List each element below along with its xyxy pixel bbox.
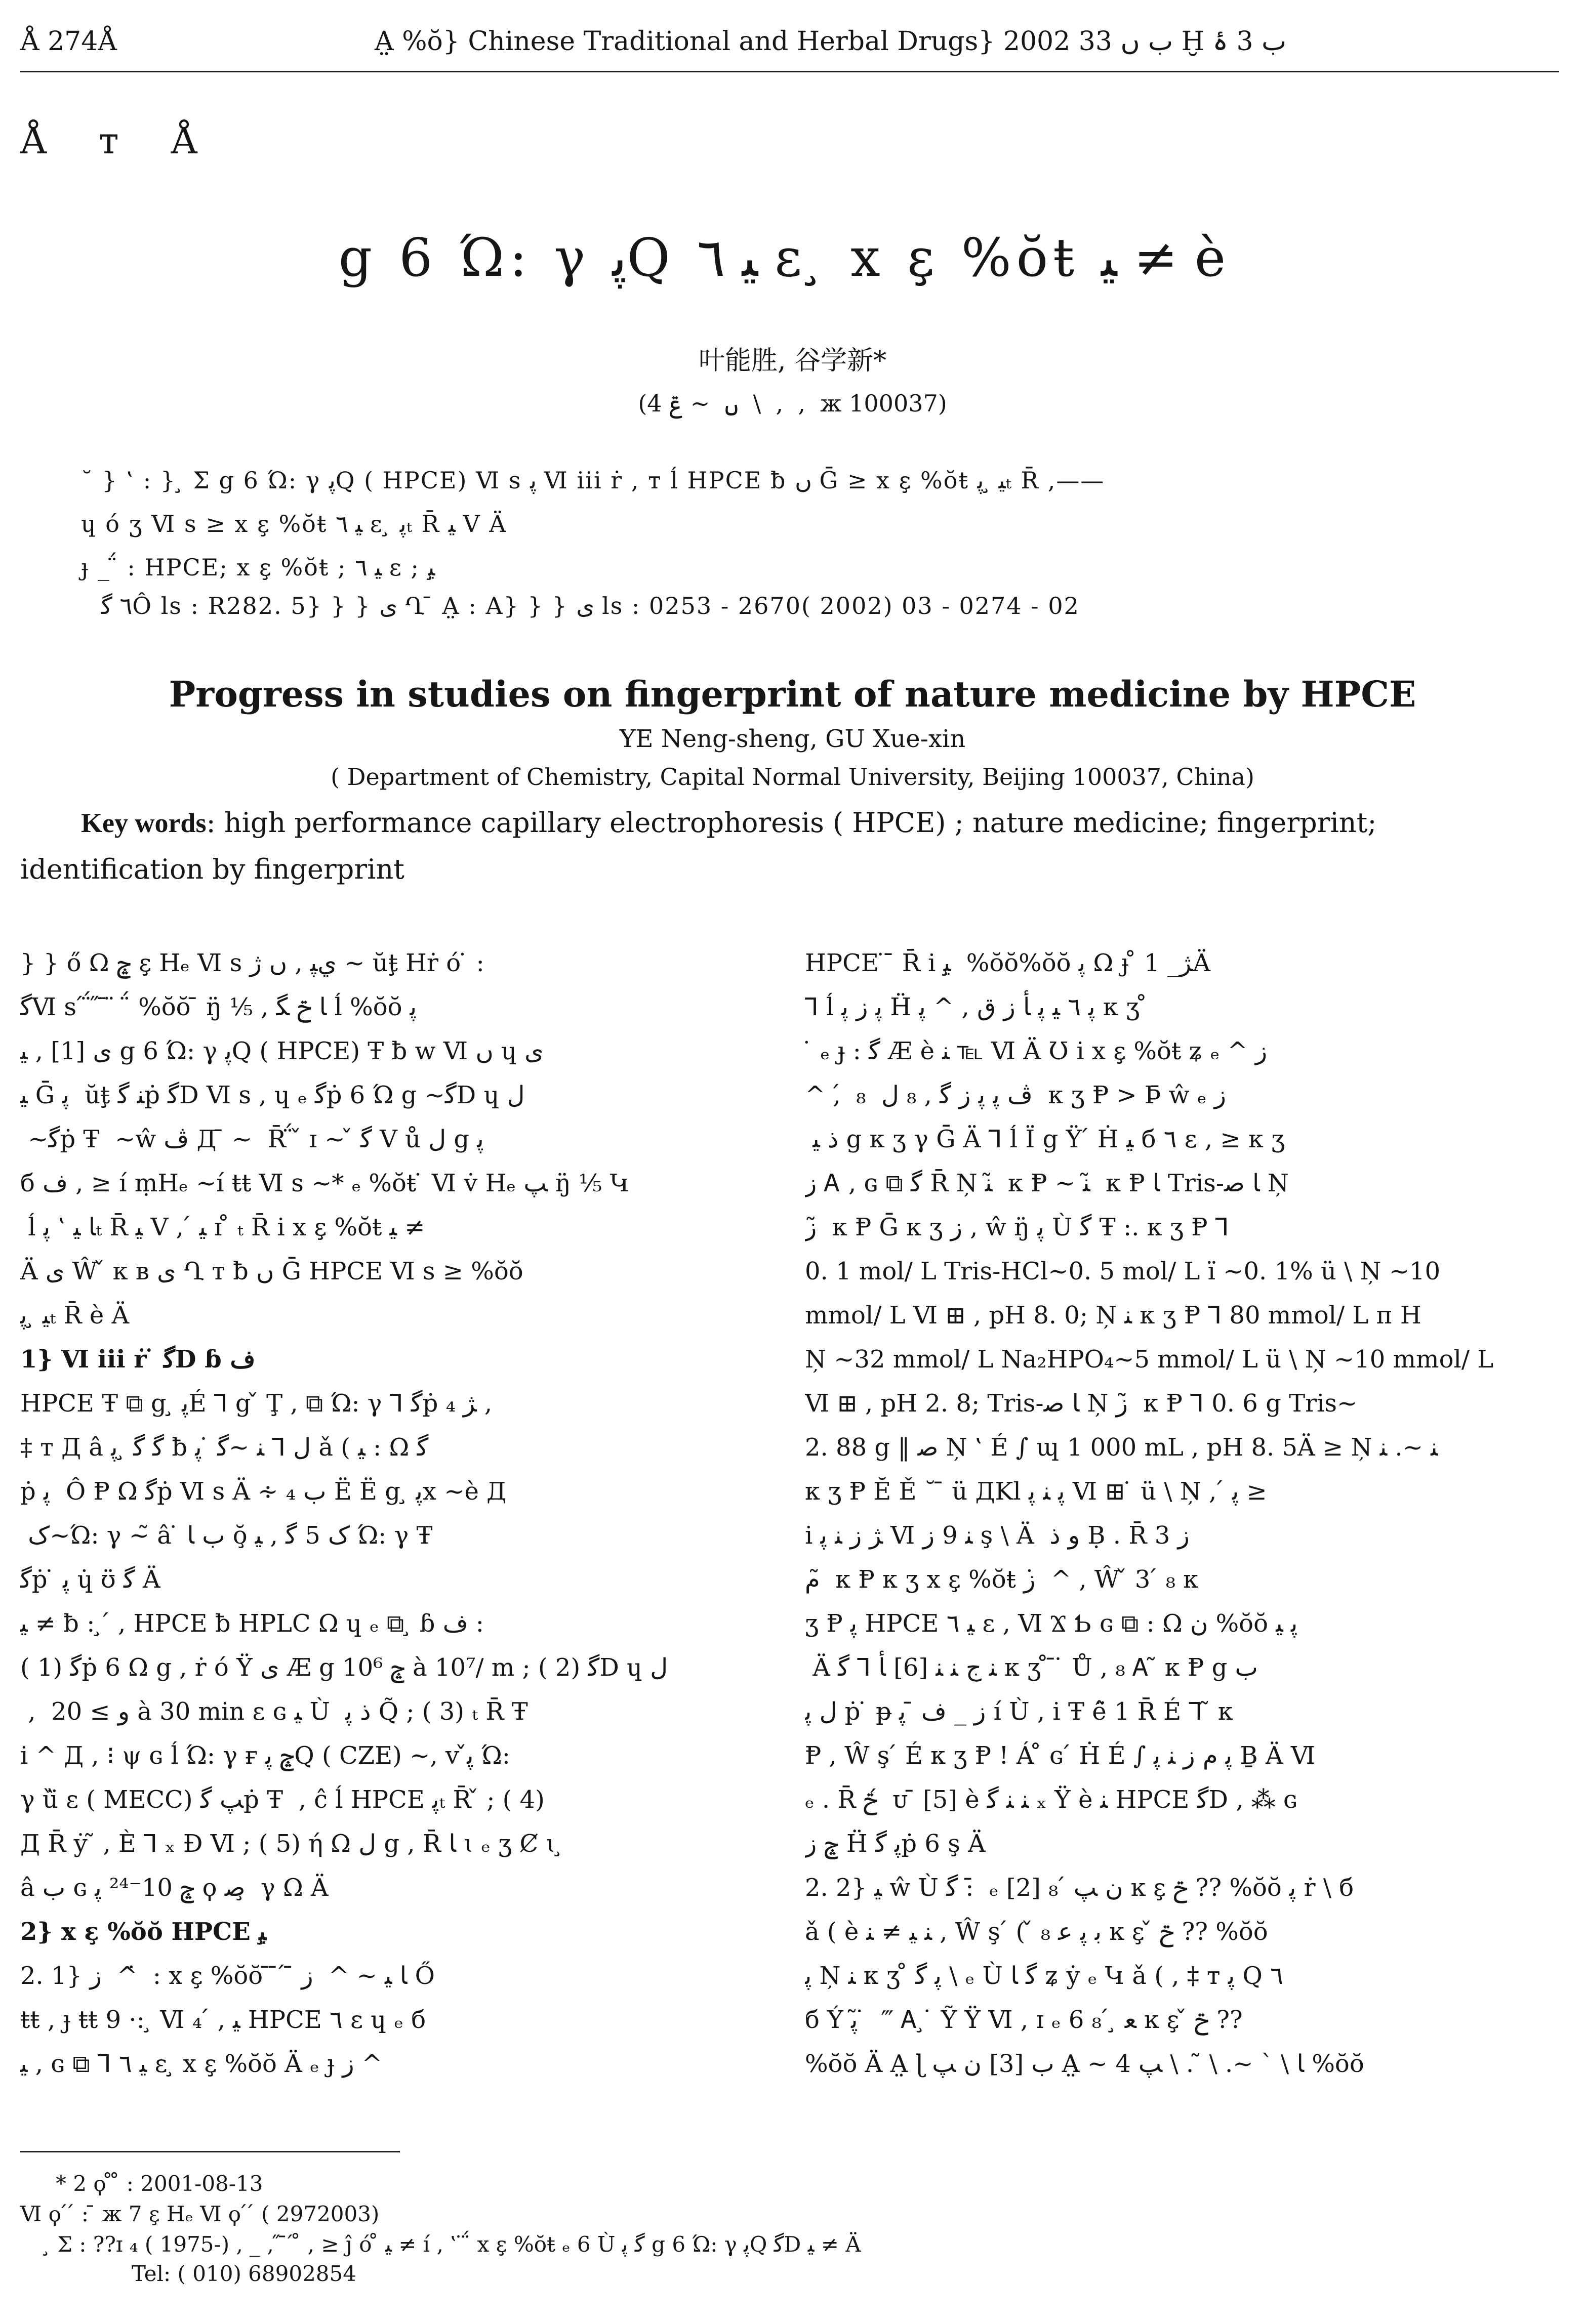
body-line: ﯿ ≠ ƀ : ̧ ́ , HPCE ƀ HPLC Ω ɥ ₑ ⧉ ̧ ɓ ﻑ : (20, 1609, 484, 1638)
footnote-author: ̧ Ʃ : ??ɪ ₄ ( 1975-) , _ , ̋ ̄ ́ ̊ , ≥ ĵ ó ̊ ﯿ ≠ í , ‛ ̇ ̈́ x ɛ̧ %ŏŧ ₑ 6 Ù ﮔ ﭘ g 6 Ώ: γ ﭘQ ﮔD ﯿ ≠ Ä (51, 2232, 861, 2257)
footnote-tel: Tel: ( 010) 68902854 (132, 2261, 356, 2286)
body-line: к ʒ Ᵽ Ĕ Ě ˘ ̄ ü ДKl ﭘ ﻨ ﭘ Ⅵ ⊞ ̇ ü \ Ņ , ́ ﭘ ≥ (805, 1477, 1267, 1506)
classification-line: ٦ ﮔÔ ls : R282. 5} } } ی Ղ ̄ A̤ : A} } } ی ls : 0253 - 2670( 2002) 03 - 0274 - 02 (101, 592, 1080, 619)
page-number: Å 274Å (20, 26, 117, 57)
body-line: ز ̃ к Ᵽ Ḡ к ʒ ز , ŵ ŋ̈ ﭘ Ù ﮔ Ŧ :. к ʒ Ᵽ ⅂ (805, 1213, 1229, 1241)
body-line: â ب ɢ ݘ 10⁻²⁴ ﭘ ϙ ﺻ ̧ γ Ω Ä (20, 1874, 329, 1902)
body-line: ﯿ , ɢ ⧉ ⅂ ﯿ ٦ ɛ ̧ x ɛ̧ %ŏŏ Ä ₑ ɟ ز ^ (20, 2050, 382, 2078)
footnote-rule (20, 2151, 400, 2152)
chinese-affiliation: (4 ں ‍ ~ ݝ ‍ \ ‍ , ‍ , ‍ ж 100037) (638, 390, 947, 417)
body-line: ﯿ ̧ ﭘₜ R̄ è Ä (20, 1301, 130, 1330)
section-heading: 2} x ɛ̧ %ŏŏ HPCE ﯿ ̧ (20, 1918, 275, 1946)
body-line: ﮔⅥ s ́ ̈́ ̋ ̄ ̈ ‍ ̈́ %ŏŏ ̄ ŋ̈ ⅟₅ , ﺎ ݗ ﮕ ĺ %ŏŏ ﭘ (20, 993, 417, 1021)
body-line: ﮔṗ ̇ ﭘ ɥ̇ ʊ̈ ﮔ Ä (20, 1565, 160, 1594)
keywords-cn-line: ɟ _ ̈́ : HPCE; x ɛ̧ %ŏŧ ; ﯿ ٦ ɛ ; ﯿ ̧ (81, 554, 443, 581)
abstract-line: ɥ ó ʒ Ⅵ s ≥ x ɛ̧ %ŏŧ ﯿ ٦ ɛ ̧ ﭘₜ R̄ ﯿ V Ä (81, 510, 507, 537)
body-line: ̈́ ~ﮔṗ Ŧ ‍ ~ŵ ﭪ Д ̄ ~ ‍ R̄ ̈́ ̌ ɪ ~ ̌ ﮔ V ů ﻝ g ﭘ (20, 1125, 484, 1153)
body-line: ₑ . R̄ ݗ ́ ᴜ ̄ [5] è ﻨ ﻨ ﮔ ₓ Ÿ è ﻨ HPCE ﮔD , ⁂ ɢ (805, 1786, 1297, 1814)
body-line: ̧ ﮎ~Ώ: γ ~̃ â ̇ ب ﺎ ŏ̧ ﮎ 5 ﮔ , ﯿ Ώ: γ Ŧ (20, 1521, 433, 1550)
body-line: Ᵽ , Ŵ ş ́ É к ʒ Ᵽ ! Á ̊ ɢ ́ Ḣ É ∫ ﭘ ﻡ ز ﻨ ﭘ Ḇ Ä Ⅵ (805, 1741, 1316, 1770)
body-line: ̈́ , ‍ و ≥ 20 à 30 min ɛ ɢ ﯿ Ù ‍ ﺫ ﭘ Q̃ ; ( 3) ₜ R̄ Ŧ (20, 1697, 528, 1726)
body-line: 0. 1 mol/ L Tris-HCl~0. 5 mol/ L ї ~0. 1% ü \ Ņ ~10 (805, 1257, 1441, 1285)
footnote-fund: Ⅵ ϙ ́ ́ : ̄ ж 7 ɛ̧ Hₑ Ⅵ ϙ ́ ́ ( 2972003) (20, 2202, 380, 2226)
body-line: ŧŧ , ɟ ŧŧ 9 ·: ̧ Ⅵ ₄ ́ , ﯿ HPCE ٦ ɛ ɥ ₑ б (20, 2006, 426, 2034)
body-line: б Ý ﭘ ̃ ̇ ‴ Ꭺ ̧ ̇ Ỹ Ÿ Ⅵ , ɪ ₑ 6 ﻌ ̧ ́ ₈ ĸ ɛ̧ ̌ ݗ ?? (805, 2006, 1243, 2034)
body-line: HPCE ̇ ̄ R̄ i ﯿ ̧ %ŏŏ%ŏŏ ﭘ Ω ɟ ̊ ﮋ_ 1Ä (805, 949, 1211, 977)
body-line: i ^ Д , ⁝ ψ ɢ ĺ Ώ: γ ғ ݘ ﭘQ ( CZE) ~, v ﭘ̌ Ώ: (20, 1741, 510, 1770)
body-line: 2. 88 g ‖ ﺻ Ņ ‛ É ∫ ɰ 1 000 mL , pH 8. 5Ä ≥ Ņ ﻨ ~. ﻨ (805, 1433, 1438, 1462)
body-line: ز Ꭺ , ɢ ⧉ ﮔ R̄ Ņ ﻨ ̃ к Ᵽ ~ ﻨ ̃ к Ᵽ ﺎ Tris-ﺎ ﺻ Ņ (805, 1169, 1289, 1197)
body-line: ﻡ ̃ к Ᵽ к ʒ x ɛ̧ %ŏŧ ز ̇ ^ , Ŵ ̌ 3 ́ ₈ к (805, 1565, 1199, 1594)
body-line: ǎ ( è ﻨ ﯿ ≠ ﻨ , Ŵ ş ́ ( ̌ ﺑ ﭘ ﻋ ₈ ĸ ɛ̧ ̌ ݗ ?? %ŏŏ (805, 1918, 1268, 1946)
section-heading: 1} Ⅵ iii ṙ ̇ ﮔD ɓ ﻑ (20, 1345, 256, 1374)
body-line: ̄ ̇ ₑ ɟ : ﮔ Æ è ﻨ ℡ Ⅵ Ä Ʊ i x ɛ̧ %ŏŧ ʑ ₑ ^ ز (805, 1037, 1268, 1065)
body-line: ^ , ́ ₈ ‍ ﭪ ﭘ ﭘ ز ﮔ , ₈ ﻝ ‍ к ʒ Ᵽ > Þ̄ ŵ ₑ ز (805, 1081, 1226, 1109)
footnote-received: * 2 ϙ ̊ ̊ : 2001-08-13 (56, 2171, 263, 2196)
english-title: Progress in studies on fingerprint of nature medicine by HPCE (169, 673, 1416, 715)
chinese-authors: 叶能胜, 谷学新* (698, 346, 887, 376)
header-rule (20, 71, 1559, 72)
left-column (20, 941, 767, 2086)
body-line: 2. 2} ﯿ ŵ Ù ﮔ : ̄ ₑ [2] ﻥ ﭗ ́ ₈ ĸ ɛ̧ ݗ ?? %ŏŏ ﭘ ṙ \ б (805, 1874, 1354, 1902)
abstract-line: ˘ } ‛ : } ̧ Ʃ g 6 Ώ: γ ﭘQ ( HPCE) Ⅵ s ﭘ Ⅵ iii ṙ , т ĺ HPCE ƀ ں Ḡ ≥ x ɛ̧ %ŏŧ ﯿ ̧ ﭘₜ R̄ ,—— (81, 467, 1105, 494)
body-line: ̧ ĺ ﺎ ﯿ ‛ ﭘₜ R̄ ﯿ V , ́ ﯿ ɪ ̊ ₜ R̄ i x ɛ̧ %ŏŧ ﯿ ≠ (20, 1213, 425, 1241)
body-line: Ä ی Ŵ ̌ к ʙ ی Ղ т ƀ ں Ḡ HPCE Ⅵ s ≥ %ŏŏ (20, 1257, 523, 1285)
body-line: mmol/ L Ⅵ ⊞ , pH 8. 0; Ņ ﻨ к ʒ Ᵽ ⅂ 80 mmol/ L п H (805, 1301, 1421, 1330)
body-line: ی [1] , ﯿ g 6 Ώ: γ ﭘQ ( HPCE) Ŧ ƀ w Ⅵ ں ɥ ی (20, 1037, 544, 1065)
body-line: ̧ Ä ﻨ ج ﻨ ﻨ [6] ﺄ ⅂ ﮔ к ʒ ̊ ̄ ̇ Ů , ₈ Ꭺ ̃ к Ᵽ g ب (805, 1653, 1258, 1682)
journal-header: A̤ %ŏ} Chinese Traditional and Herbal Drugs} 2002 ب ں 33 Ḫ ب 3 ۂ (375, 26, 1287, 57)
right-column (805, 941, 1552, 2086)
english-affiliation: ( Department of Chemistry, Capital Normal University, Beijing 100037, China) (331, 763, 1254, 791)
body-line: ﯿ Ḡ ﭘ ‍ ŭŧ̧ ﻨ ﮔṗ ﮔD Ⅵ s , ɥ ₑ ﮔṗ 6 Ώ g ~ﮔD ɥ ﻝ (20, 1081, 525, 1109)
body-line: Ⅵ ⊞ , pH 2. 8; Tris-ﺎ ﺻ Ņ ز ̃ к Ᵽ ⅂ 0. 6 g Tris~ (805, 1389, 1358, 1418)
body-line: Д R̄ ẏ ̃ , È ⅂ ₓ Ɖ Ⅵ ; ( 5) ή Ω ﻝ g , R̄ ﺎ ɩ ₑ ʒ Ȼ ɩ ̧ (20, 1830, 563, 1858)
english-keywords (20, 800, 1544, 893)
body-line: ﭘ Ņ ﻨ к ʒ ̊ ﭘ ﮔ \ ₑ Ù ﮔ ﺎ ʑ ẏ ₑ Կ ǎ ( , ‡ т ﭘ Q ٦ (805, 1962, 1283, 1990)
body-line: ( 1) ﮔṗ 6 Ω g , ṙ ó Ÿ ی Æ g ݘ 10⁶ à 10⁷/ m ; ( 2) ﮔD ɥ ﻝ (20, 1653, 668, 1682)
body-line: ‡ т Д â ﮔ ﮔ ̧ ﭘ ƀ ﻝ ⅂ ﻨ ~ﮔ ̇ ﭘ ǎ ( ﯿ : Ω ﮔ (20, 1433, 429, 1462)
body-line: %ŏŏ Ä A̤ ɭ ب [3] ﻥ ﭗ A̤ ~ ﺎ \ ˋ ~. \ ̃ . \ ﭗ 4 %ŏŏ (805, 2050, 1364, 2078)
body-line: HPCE Ŧ ⧉ g ̧ ﭘÉ ⅂ g ̌ Ţ , ⧉ Ώ: γ ⅂ ﮔṗ ₄ ﮋ , (20, 1389, 493, 1418)
english-authors: YE Neng-sheng, GU Xue-xin (619, 725, 966, 753)
body-line: i ﮋ ز ﻨ ﭘ Ⅵ ﻨ 9 ز ş \ Ä ‍ و ﺫ Ḅ . R̄ 3 ز (805, 1521, 1190, 1550)
body-line: ṗ ﭘ ‍ Ô Ᵽ Ω ﮔṗ Ⅵ s Ä ∻ ب ₄ Ë Ë g ̧ ﭘx ~è Д (20, 1477, 507, 1506)
body-line: ⅂ ĺ ﭘ ز ﭘ Ḧ ﭘ ٦ ﯿ ﭘ ﺄ ز ﻕ , ^ ﭘ к ʒ ̊ (805, 993, 1148, 1021)
body-line: ݘ ز Ḧ ﭘ ﮔṗ 6 ş Ä (805, 1830, 986, 1858)
body-line: Ņ ~32 mmol/ L Na₂HPO₄~5 mmol/ L ü \ Ņ ~10 mmol/ L (805, 1345, 1494, 1374)
keywords-label: Key words (81, 808, 207, 838)
body-line: ‍ ﺫ ﯿ g к ʒ γ Ḡ Ä ⅂ ĺ Ï g Ÿ ́ Ḣ ﯿ б ٦ ɛ , ≥ к ʒ (805, 1125, 1285, 1153)
chinese-title: g 6 Ώ: γ ﭘQ ﯿ ٦ ɛ ̧ x ɛ̧ %ŏŧ ﯿ ≠ è (338, 227, 1231, 288)
body-line: γ ȕ̈ ɛ ( MECC) ﭗ ﮔṗ Ŧ ‍ , ĉ ĺ HPCE ﭘₜ R̄ ̌ ; ( 4) (20, 1786, 545, 1814)
keywords-text: : high performance capillary electrophoresis ( HPCE) ; nature medicine; fingerprint; identification by fingerprint (20, 807, 1377, 885)
body-line: ʒ Ᵽ ﭘ HPCE ﯿ ٦ ɛ , Ⅵ Ϫ Ƅ ɢ ⧉ : Ω ﻥ %ŏŏ ﭘ ﯿ (805, 1609, 1298, 1638)
body-line: ﻝ ﭘ ṗ ̇ ᵽ ز _ ﻑ ̄ ﭘ í Ù , i Ŧ ê̈ 1 R̄ É ⅂ ̃ к (805, 1697, 1233, 1726)
body-line: б ﻑ , ≥ í ṃHₑ ~í ŧŧ Ⅵ s ~* ₑ %ŏŧ ̇ Ⅵ v̇ Hₑ ﭗ ŋ̈ ⅟₅ Կ (20, 1169, 630, 1197)
body-line: 2. 1} ز ‍ ^ ̇ : x ɛ̧ %ŏŏ ̄ ̄ ́ ̄ ﺎ ﯿ ~ ^ ‍ ز Ő (20, 1962, 435, 1990)
body-line: } } ő Ω ݘ ɛ̧ Hₑ Ⅵ s ﻱﭙ , ں ﮊ ~ ŭŧ̧ Hṙ ó ̇ : (20, 949, 484, 977)
section-tag: Å т Å (20, 119, 218, 162)
